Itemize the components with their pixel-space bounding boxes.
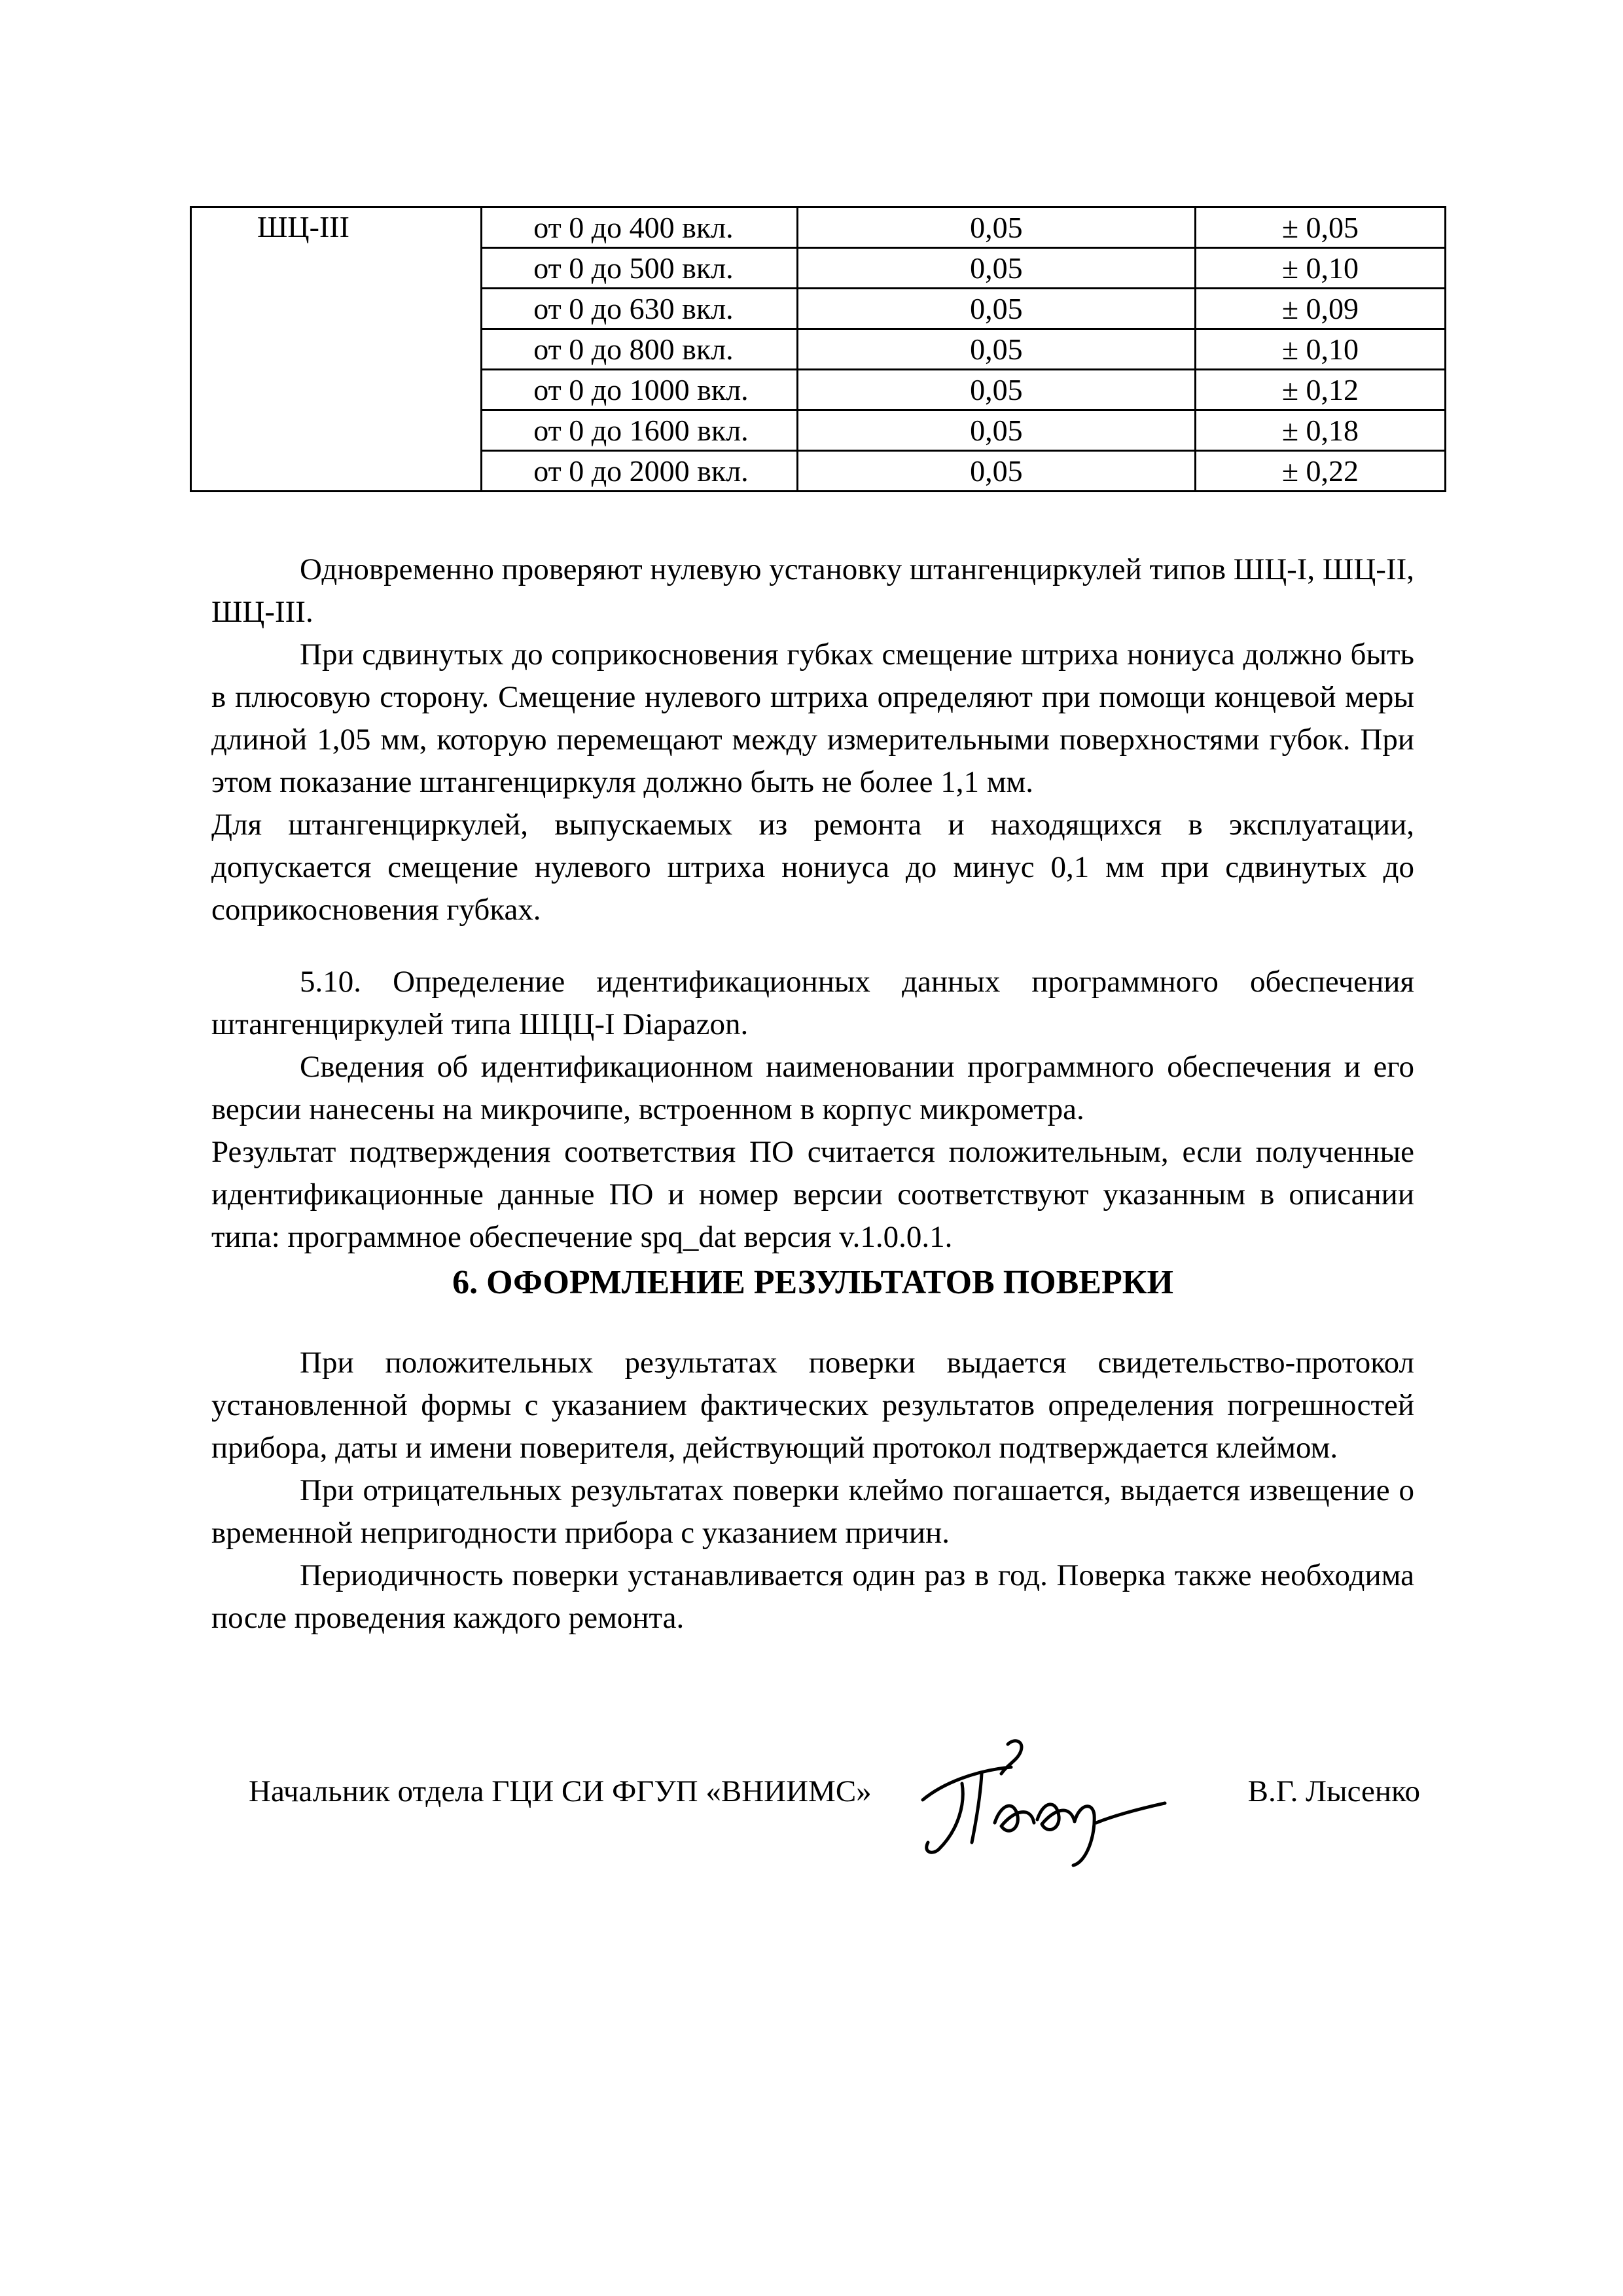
range-cell: от 0 до 630 вкл.: [482, 289, 798, 329]
tolerance-cell: ± 0,09: [1195, 289, 1445, 329]
tolerance-table: [190, 206, 1446, 492]
tolerance-cell: ± 0,18: [1195, 410, 1445, 451]
paragraph: При положительных результатах поверки выдается свидетельство-протокол установленной формы с указанием фактических результатов определения погрешностей прибора, даты и имени поверителя, действующий протокол подтверждается клеймом.: [211, 1346, 1414, 1465]
results-section: [211, 1342, 1414, 1640]
tolerance-cell: ± 0,22: [1195, 451, 1445, 492]
range-cell: от 0 до 2000 вкл.: [482, 451, 798, 492]
type-cell: ШЦ-III: [191, 207, 482, 492]
paragraph: При отрицательных результатах поверки клеймо погашается, выдается извещение о временной непригодности прибора с указанием причин.: [211, 1473, 1414, 1550]
value-cell: 0,05: [797, 248, 1195, 289]
zero-setting-section: [211, 548, 1414, 931]
range-cell: от 0 до 800 вкл.: [482, 329, 798, 370]
value-cell: 0,05: [797, 410, 1195, 451]
tolerance-cell: ± 0,05: [1195, 207, 1445, 248]
range-cell: от 0 до 500 вкл.: [482, 248, 798, 289]
value-cell: 0,05: [797, 451, 1195, 492]
value-cell: 0,05: [797, 370, 1195, 410]
software-identification-section: [211, 961, 1414, 1259]
tolerance-cell: ± 0,10: [1195, 248, 1445, 289]
paragraph: При сдвинутых до соприкосновения губках смещение штриха нониуса должно быть в плюсовую сторону. Смещение нулевого штриха определяют при помощи концевой меры длиной 1,05 мм, которую перемещают между измерительными поверхностями губок. При этом показание штангенциркуля должно быть не более 1,1 мм.: [211, 637, 1414, 799]
table-row: [191, 207, 1446, 248]
range-cell: от 0 до 1600 вкл.: [482, 410, 798, 451]
paragraph: Периодичность поверки устанавливается один раз в год. Поверка также необходима после проведения каждого ремонта.: [211, 1558, 1414, 1635]
signatory-title: Начальник отдела ГЦИ СИ ФГУП «ВНИИМС»: [249, 1774, 872, 1808]
value-cell: 0,05: [797, 329, 1195, 370]
paragraph: Сведения об идентификационном наименовании программного обеспечения и его версии нанесены на микрочипе, встроенном в корпус микрометра.: [211, 1050, 1414, 1126]
paragraph: Одновременно проверяют нулевую установку штангенциркулей типов ШЦ-I, ШЦ-II, ШЦ-III.: [211, 552, 1414, 629]
paragraph: Для штангенциркулей, выпускаемых из ремонта и находящихся в эксплуатации, допускается смещение нулевого штриха нониуса до минус 0,1 мм при сдвинутых до соприкосновения губках.: [211, 808, 1414, 927]
signatory-name: В.Г. Лысенко: [1247, 1774, 1420, 1808]
handwritten-signature-icon: [903, 1738, 1178, 1869]
tolerance-cell: ± 0,12: [1195, 370, 1445, 410]
value-cell: 0,05: [797, 289, 1195, 329]
value-cell: 0,05: [797, 207, 1195, 248]
tolerance-cell: ± 0,10: [1195, 329, 1445, 370]
range-cell: от 0 до 400 вкл.: [482, 207, 798, 248]
signature-block: [249, 1738, 1420, 1869]
paragraph: Результат подтверждения соответствия ПО считается положительным, если полученные идентификационные данные ПО и номер версии соответствуют указанным в описании типа: программное обеспечение spq_dat версия v.1.0.0.1.: [211, 1135, 1414, 1254]
section-heading: 6. ОФОРМЛЕНИЕ РЕЗУЛЬТАТОВ ПОВЕРКИ: [452, 1264, 1173, 1301]
paragraph: 5.10. Определение идентификационных данных программного обеспечения штангенциркулей типа ШЦЦ-I Diapazon.: [211, 965, 1414, 1041]
range-cell: от 0 до 1000 вкл.: [482, 370, 798, 410]
